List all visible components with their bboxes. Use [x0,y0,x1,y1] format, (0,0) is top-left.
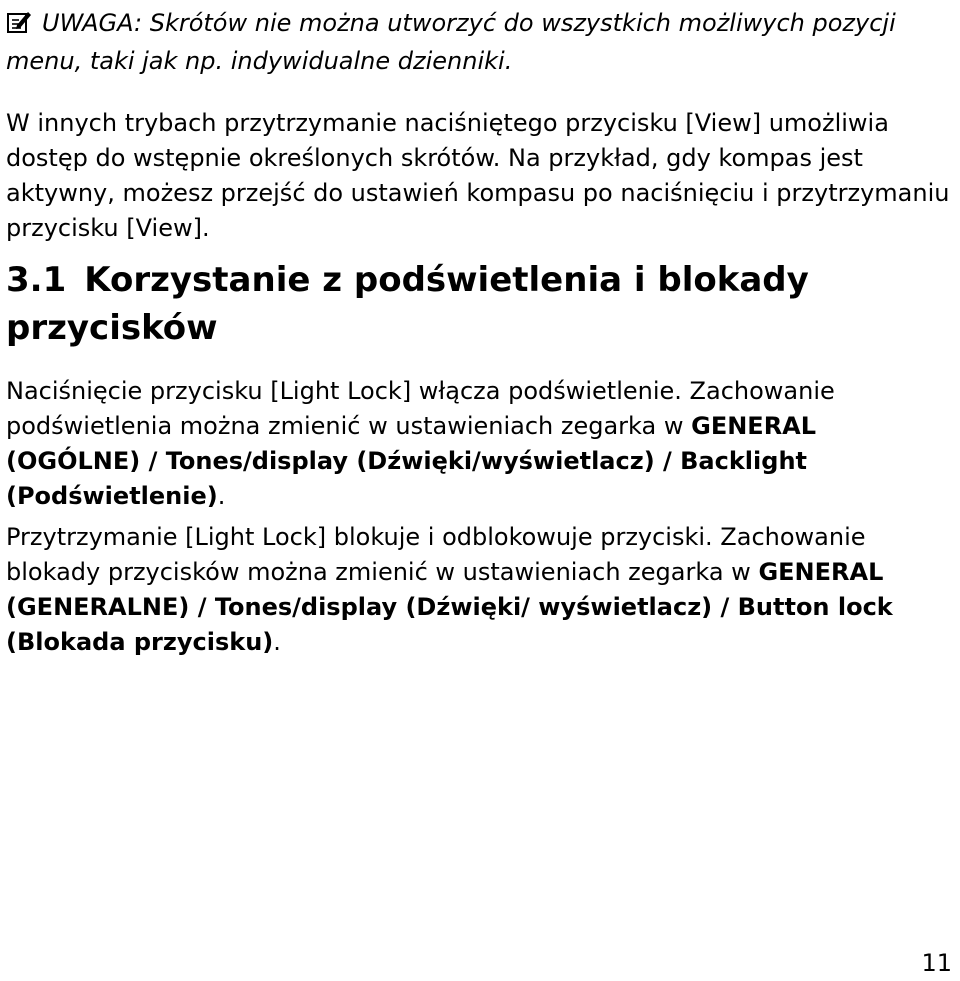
button-lock-menu-path: GENERAL (GENERALNE) / Tones/display (Dźwięki/ wyświetlacz) / Button lock (Blokada przycisku) [6,558,893,656]
note-pencil-icon [6,9,32,35]
section-heading [6,256,951,352]
note-box [6,4,951,80]
backlight-menu-path: GENERAL (OGÓLNE) / Tones/display (Dźwięki/wyświetlacz) / Backlight (Podświetlenie) [6,412,817,510]
page-number: 11 [921,949,952,977]
section-title: Korzystanie z podświetlenia i blokady przycisków [6,260,809,348]
paragraph-button-lock-end: . [273,628,281,656]
manual-page [6,4,951,660]
note-label: UWAGA: [42,9,143,37]
paragraph-backlight [6,374,951,514]
paragraph-backlight-end: . [217,482,226,510]
section-number: 3.1 [6,260,67,300]
paragraph-button-lock [6,520,951,660]
note-text: Skrótów nie można utworzyć do wszystkich możliwych pozycji menu, taki jak np. indywidualne dzienniki. [6,9,896,75]
paragraph-view-shortcuts: W innych trybach przytrzymanie naciśniętego przycisku [View] umożliwia dostęp do wstępnie określonych skrótów. Na przykład, gdy kompas jest aktywny, możesz przejść do ustawień kompasu po naciśnięciu i przytrzymaniu przycisku [View]. [6,109,950,242]
paragraph-button-lock-text: Przytrzymanie [Light Lock] blokuje i odblokowuje przyciski. Zachowanie blokady przycisków można zmienić w ustawieniach zegarka w [6,523,866,586]
paragraph-backlight-text: Naciśnięcie przycisku [Light Lock] włącza podświetlenie. Zachowanie podświetlenia można zmienić w ustawieniach zegarka w [6,377,835,440]
